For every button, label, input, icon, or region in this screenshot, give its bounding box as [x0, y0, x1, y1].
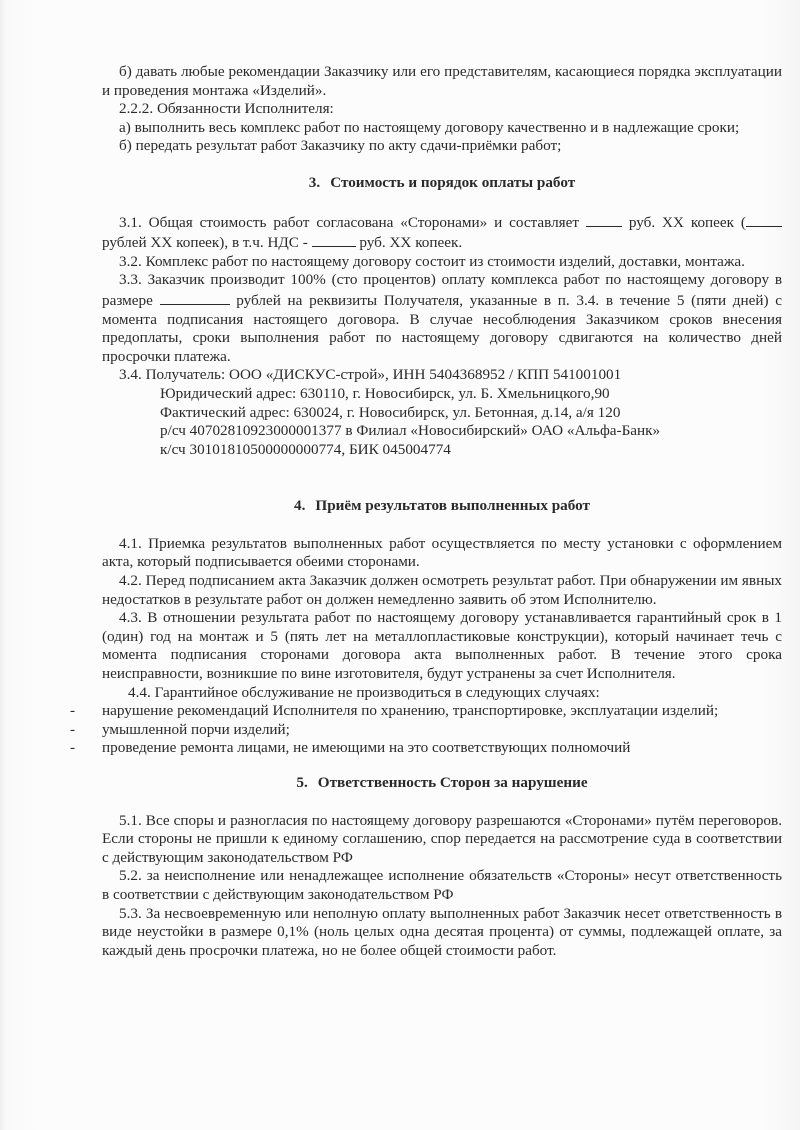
dash-bullet-icon: - [70, 702, 76, 720]
clause-3-1-text-d: руб. ХХ копеек. [359, 234, 463, 252]
exclusion-item [70, 720, 782, 740]
section-4-number: 4. [293, 497, 306, 515]
recipient-legal-address: Юридический адрес: 630110, г. Новосибирск, ул. Б. Хмельницкого,90 [160, 384, 610, 402]
payment-amount-blank [160, 290, 230, 305]
clause-2-2-2-b: б) передать результат работ Заказчику по акту сдачи-приёмки работ; [119, 137, 562, 155]
section-5-heading [102, 774, 782, 793]
total-cost-blank [586, 212, 622, 227]
vat-blank [312, 232, 356, 247]
exclusion-text: нарушение рекомендаций Исполнителя по хранению, транспортировке, эксплуатации изделий; [102, 702, 719, 720]
clause-3-1-text-a: 3.1. Общая стоимость работ согласована «Сторонами» и составляет [119, 213, 580, 231]
section-5-title: Ответственность Сторон за нарушение [317, 774, 588, 791]
clause-2-2-1-b: б) давать любые рекомендации Заказчику или его представителям, касающиеся порядка эксплуатации и проведения монтажа «Изделий». [102, 63, 782, 99]
dash-bullet-icon: - [70, 739, 76, 757]
dash-bullet-icon: - [70, 720, 76, 738]
recipient-bank-account: р/сч 40702810923000001377 в Филиал «Новосибирский» ОАО «Альфа-Банк» [160, 422, 661, 440]
clause-4-4: 4.4. Гарантийное обслуживание не производиться в следующих случаях: [128, 683, 600, 701]
clause-5-1: 5.1. Все споры и разногласия по настоящему договору разрешаются «Сторонами» путём переговоров. Если стороны не пришли к единому соглашению, спор передается на рассмотрение суда в соответствии с действующим законодательством РФ [102, 811, 782, 866]
clause-3-2: 3.2. Комплекс работ по настоящему договору состоит из стоимости изделий, доставки, монтажа. [119, 252, 745, 270]
section-4-title: Приём результатов выполненных работ [315, 497, 591, 515]
clause-5-2: 5.2. за неисполнение или ненадлежащее исполнение обязательств «Стороны» несут ответственность в соответствии с действующим законодательством РФ [102, 867, 782, 903]
clause-3-3-text-b: рублей на реквизиты Получателя, указанные в п. 3.4. в течение 5 (пяти дней) с момента подписания настоящего договора. В случае несоблюдения Заказчиком сроков внесения предоплаты, сроки выполнения работ по настоящему договору сдвигаются на количество дней просрочки платежа. [102, 291, 783, 365]
clause-4-1: 4.1. Приемка результатов выполненных работ осуществляется по месту установки с оформлением акта, который подписывается обеими сторонами. [102, 534, 782, 571]
recipient-corr-account: к/сч 30101810500000000774, БИК 045004774 [160, 440, 451, 458]
clause-2-2-2-heading: 2.2.2. Обязанности Исполнителя: [119, 100, 334, 118]
clause-3-3 [102, 271, 782, 366]
clause-3-4: 3.4. Получатель: ООО «ДИСКУС-строй», ИНН 5404368952 / КПП 541001001 [119, 366, 622, 384]
clause-2-2-2-a: а) выполнить весь комплекс работ по настоящему договору качественно и в надлежащие сроки; [119, 118, 740, 136]
section-5-number: 5. [296, 774, 308, 791]
exclusion-text: проведение ремонта лицами, не имеющими на это соответствующих полномочий [102, 739, 631, 757]
recipient-actual-address: Фактический адрес: 630024, г. Новосибирск, ул. Бетонная, д.14, а/я 120 [160, 403, 621, 421]
section-4-heading [102, 497, 782, 516]
exclusion-text: умышленной порчи изделий; [102, 720, 290, 738]
section-3-heading [102, 174, 782, 193]
clause-3-1-text-c: рублей ХХ копеек), в т.ч. НДС - [102, 234, 308, 252]
section-3-number: 3. [308, 173, 321, 191]
clause-3-1-text-b: руб. ХХ копеек ( [628, 213, 746, 231]
exclusion-item [70, 702, 782, 721]
clause-5-3: 5.3. За несвоевременную или неполную оплату выполненных работ Заказчик несет ответственность в виде неустойки в размере 0,1% (ноль целых одна десятая процента) от суммы, подлежащей оплате, за каждый день просрочки платежа, но не более общей стоимости работ. [102, 904, 782, 959]
clause-3-1 [102, 212, 782, 253]
section-3-title: Стоимость и порядок оплаты работ [330, 173, 576, 191]
exclusion-item [70, 739, 782, 758]
document-body [70, 63, 783, 960]
clause-3-3-text-a: 3.3. Заказчик производит 100% (сто процентов) оплату комплекса работ по настоящему договору в размере [102, 271, 782, 309]
clause-4-2: 4.2. Перед подписанием акта Заказчик должен осмотреть результат работ. При обнаружении им явных недостатков в результате работ он должен немедленно заявить об этом Исполнителю. [102, 572, 782, 608]
total-cost-words-blank [746, 212, 782, 227]
clause-4-3: 4.3. В отношении результата работ по настоящему договору устанавливается гарантийный срок в 1 (один) год на монтаж и 5 (пять лет на металлопластиковые конструкции), который начинает течь с момента подписания сторонами договора акта выполненных работ. В течение этого срока неисправности, возникшие по вине изготовителя, будут устранены за счет Исполнителя. [102, 609, 782, 683]
